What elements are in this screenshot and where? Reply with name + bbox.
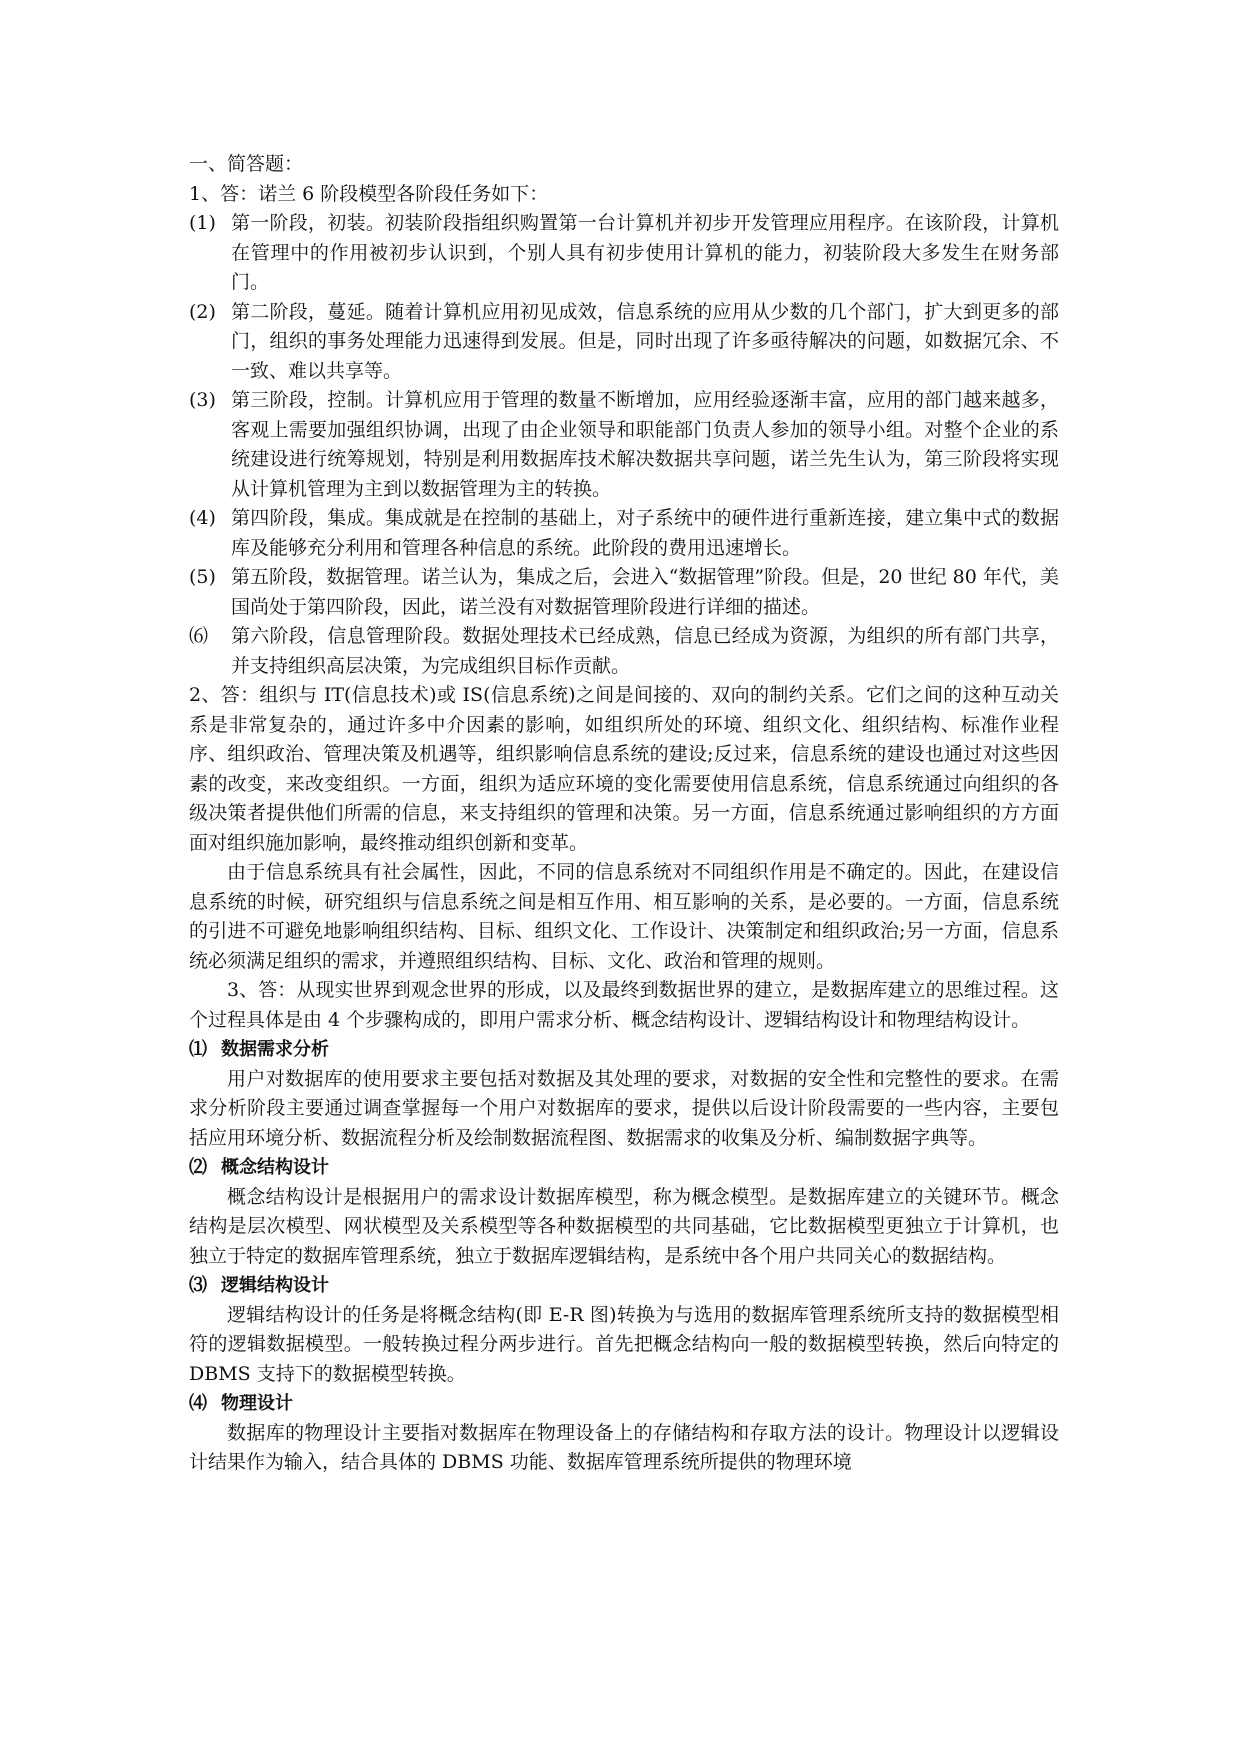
list-item [189,563,1059,622]
item-number: (3) [189,389,216,411]
item-text: 第四阶段，集成。集成就是在控制的基础上，对子系统中的硬件进行重新连接，建立集中式的数据库及能够充分利用和管理各种信息的系统。此阶段的费用迅速增长。 [231,507,1059,559]
list-item [189,504,1059,563]
answer-2-paragraph-2: 由于信息系统具有社会属性，因此，不同的信息系统对不同组织作用是不确定的。因此，在建设信息系统的时候，研究组织与信息系统之间是相互作用、相互影响的关系，是必要的。一方面，信息系统的引进不可避免地影响组织结构、目标、组织文化、工作设计、决策制定和组织政治;另一方面，信息系统必须满足组织的需求，并遵照组织结构、目标、文化、政治和管理的规则。 [189,861,1059,972]
section-title: 一、简答题： [189,153,304,175]
subheading-number: ⑴ [189,1039,207,1060]
subheading [189,1153,1059,1183]
document-page [189,150,1059,1478]
subheading-number: ⑶ [189,1275,207,1296]
item-number: (2) [189,300,216,323]
item-number: (4) [189,507,216,529]
subheading-title: 概念结构设计 [221,1157,329,1178]
item-text: 第六阶段，信息管理阶段。数据处理技术已经成熟，信息已经成为资源，为组织的所有部门共享，并支持组织高层决策，为完成组织目标作贡献。 [231,625,1059,677]
subheading-title: 逻辑结构设计 [221,1275,329,1296]
answer-2-paragraph-1: 2、答：组织与 IT(信息技术)或 IS(信息系统)之间是间接的、双向的制约关系。它们之间的这种互动关系是非常复杂的，通过许多中介因素的影响，如组织所处的环境、组织文化、组织结构、标准作业程序、组织政治、管理决策及机遇等，组织影响信息系统的建设;反过来，信息系统的建设也通过对这些因素的改变，来改变组织。一方面，组织为适应环境的变化需要使用信息系统，信息系统通过向组织的各级决策者提供他们所需的信息，来支持组织的管理和决策。另一方面，信息系统通过影响组织的方方面面对组织施加影响，最终推动组织创新和变革。 [189,684,1059,854]
subheading-title: 物理设计 [221,1393,293,1414]
list-item [189,386,1059,504]
step-paragraph: 数据库的物理设计主要指对数据库在物理设备上的存储结构和存取方法的设计。物理设计以逻辑设计结果作为输入，结合具体的 DBMS 功能、数据库管理系统所提供的物理环境 [189,1421,1059,1473]
subheading [189,1389,1059,1419]
item-number: (5) [189,566,216,588]
answer-3-paragraph-1: 3、答：从现实世界到观念世界的形成，以及最终到数据世界的建立，是数据库建立的思维过程。这个过程具体是由 4 个步骤构成的，即用户需求分析、概念结构设计、逻辑结构设计和物理结构设计。 [189,979,1059,1031]
step-paragraph: 逻辑结构设计的任务是将概念结构(即 E-R 图)转换为与选用的数据库管理系统所支持的数据模型相符的逻辑数据模型。一般转换过程分两步进行。首先把概念结构向一般的数据模型转换，然后向特定的 DBMS 支持下的数据模型转换。 [189,1303,1059,1385]
item-text: 第五阶段，数据管理。诺兰认为，集成之后，会进入“数据管理”阶段。但是，20 世纪 80 年代，美国尚处于第四阶段，因此，诺兰没有对数据管理阶段进行详细的描述。 [231,566,1059,618]
item-text: 第一阶段，初装。初装阶段指组织购置第一台计算机并初步开发管理应用程序。在该阶段，计算机在管理中的作用被初步认识到，个别人具有初步使用计算机的能力，初装阶段大多发生在财务部门。 [231,212,1059,293]
subheading [189,1035,1059,1065]
list-item [189,209,1059,298]
subheading-number: ⑵ [189,1157,207,1178]
step-paragraph: 概念结构设计是根据用户的需求设计数据库模型，称为概念模型。是数据库建立的关键环节。概念结构是层次模型、网状模型及关系模型等各种数据模型的共同基础，它比数据模型更独立于计算机，也独立于特定的数据库管理系统，独立于数据库逻辑结构，是系统中各个用户共同关心的数据结构。 [189,1185,1059,1267]
item-number: ⑹ [189,625,209,647]
subheading-title: 数据需求分析 [221,1039,329,1060]
list-item [189,622,1059,681]
list-item [189,298,1059,387]
item-number: (1) [189,212,216,234]
item-text: 第二阶段，蔓延。随着计算机应用初见成效，信息系统的应用从少数的几个部门，扩大到更多的部门，组织的事务处理能力迅速得到发展。但是，同时出现了许多亟待解决的问题，如数据冗余、不一致、难以共享等。 [231,300,1059,382]
subheading-number: ⑷ [189,1393,207,1414]
subheading [189,1271,1059,1301]
step-paragraph: 用户对数据库的使用要求主要包括对数据及其处理的要求，对数据的安全性和完整性的要求。在需求分析阶段主要通过调查掌握每一个用户对数据库的要求，提供以后设计阶段需要的一些内容，主要包括应用环境分析、数据流程分析及绘制数据流程图、数据需求的收集及分析、编制数据字典等。 [189,1067,1059,1149]
answer-1-intro: 1、答：诺兰 6 阶段模型各阶段任务如下： [189,182,549,205]
item-text: 第三阶段，控制。计算机应用于管理的数量不断增加，应用经验逐渐丰富，应用的部门越来越多，客观上需要加强组织协调，出现了由企业领导和职能部门负责人参加的领导小组。对整个企业的系统建设进行统筹规划，特别是利用数据库技术解决数据共享问题，诺兰先生认为，第三阶段将实现从计算机管理为主到以数据管理为主的转换。 [231,389,1059,500]
